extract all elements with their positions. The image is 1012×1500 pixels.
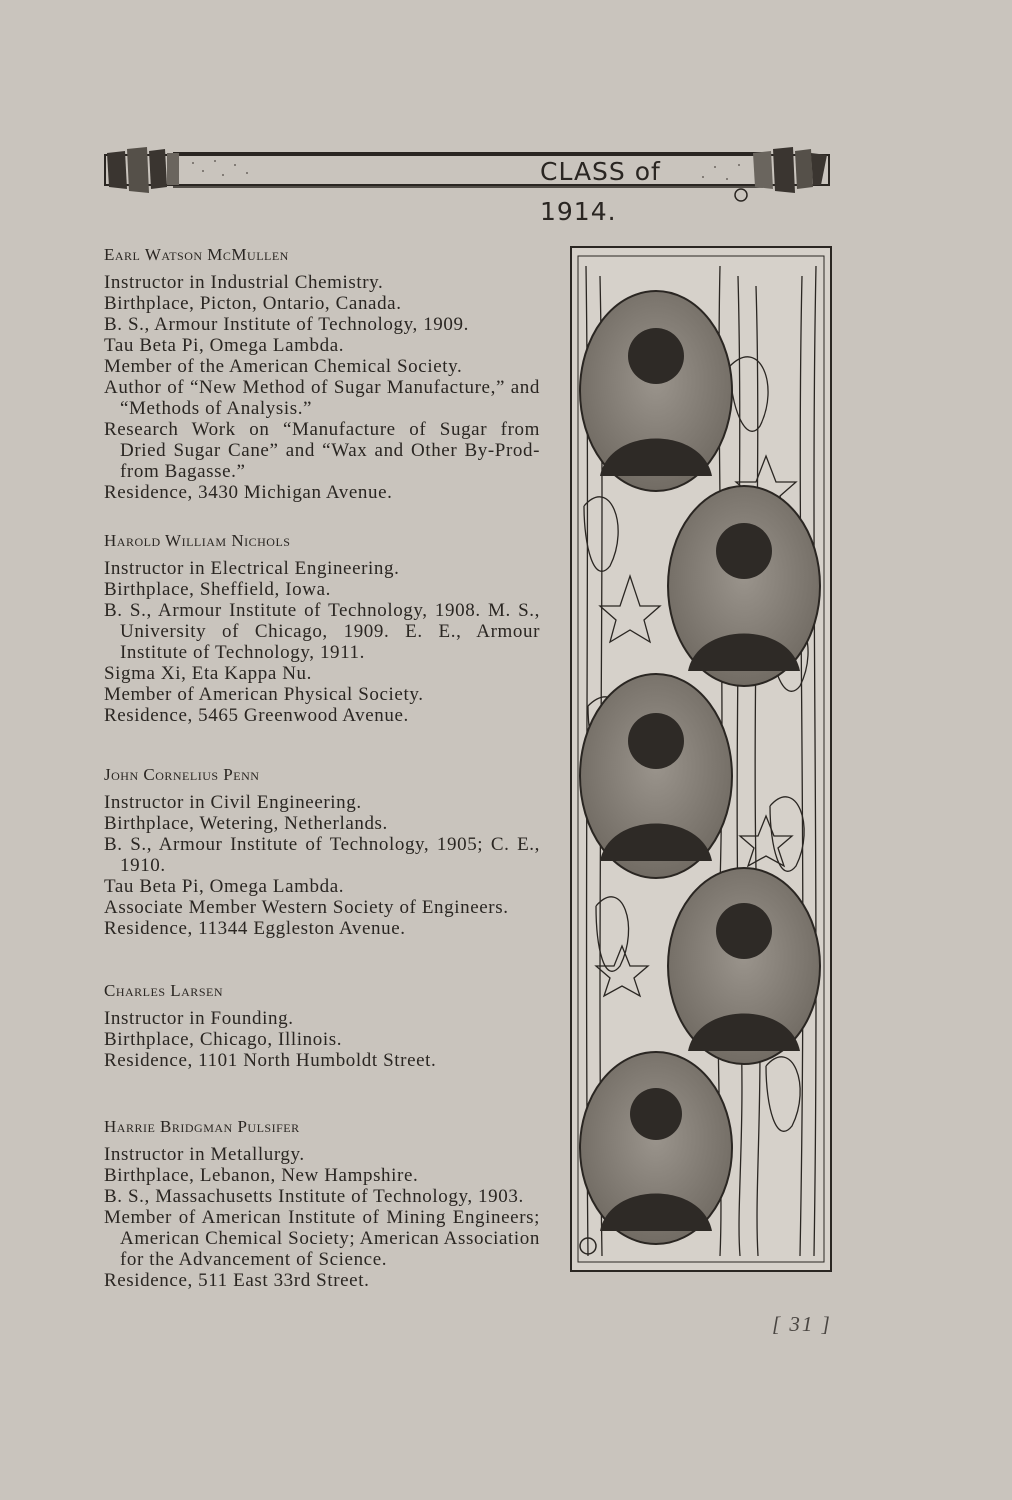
entry-line: B. S., Armour Institute of Technology, 1908. M. S., University of Chicago, 1909. E. E., Armour Institute of Technology, 1911.: [104, 600, 540, 663]
entry-name: Harold William Nichols: [104, 531, 291, 550]
entry-name: Charles Larsen: [104, 981, 223, 1000]
entry-line: Birthplace, Lebanon, New Hampshire.: [104, 1165, 419, 1186]
entry-name: Earl Watson McMullen: [104, 245, 289, 264]
entry-line: Birthplace, Sheffield, Iowa.: [104, 579, 331, 600]
entry-line: Sigma Xi, Eta Kappa Nu.: [104, 663, 312, 684]
entry-nichols: [104, 530, 540, 726]
page-number: [ 31 ]: [772, 1312, 832, 1336]
entry-line: Research Work on “Manufacture of Sugar from Dried Sugar Cane” and “Wax and Other By-Prod- from Bagasse.”: [104, 419, 540, 482]
entry-pulsifer: [104, 1116, 540, 1291]
entry-line: Associate Member Western Society of Engineers.: [104, 897, 509, 918]
entry-penn: [104, 764, 540, 939]
entry-line: Member of the American Chemical Society.: [104, 356, 463, 377]
entry-line: Instructor in Civil Engineering.: [104, 792, 362, 813]
entry-line: Tau Beta Pi, Omega Lambda.: [104, 335, 345, 356]
entry-line: Residence, 5465 Greenwood Avenue.: [104, 705, 409, 726]
entry-line: Birthplace, Chicago, Illinois.: [104, 1029, 343, 1050]
entry-line: Member of American Physical Society.: [104, 684, 424, 705]
entry-line: Residence, 3430 Michigan Avenue.: [104, 482, 393, 503]
entry-line: Tau Beta Pi, Omega Lambda.: [104, 876, 345, 897]
portrait-panel: [570, 246, 832, 1272]
entry-larsen: [104, 980, 540, 1071]
entry-line: B. S., Massachusetts Institute of Technology, 1903.: [104, 1186, 524, 1207]
entry-line: Residence, 1101 North Humboldt Street.: [104, 1050, 437, 1071]
entry-line: Instructor in Electrical Engineering.: [104, 558, 400, 579]
entry-line: Instructor in Industrial Chemistry.: [104, 272, 384, 293]
entry-line: Birthplace, Picton, Ontario, Canada.: [104, 293, 402, 314]
entry-line: Author of “New Method of Sugar Manufacture,” and “Methods of Analysis.”: [104, 377, 540, 419]
left-scroll-ornament: [107, 147, 179, 193]
entry-mcmullen: [104, 244, 540, 503]
entry-line: Birthplace, Wetering, Netherlands.: [104, 813, 388, 834]
entry-line: Instructor in Founding.: [104, 1008, 294, 1029]
entry-line: Residence, 11344 Eggleston Avenue.: [104, 918, 406, 939]
entry-name: John Cornelius Penn: [104, 765, 260, 784]
entry-line: Residence, 511 East 33rd Street.: [104, 1270, 370, 1291]
entry-line: Instructor in Metallurgy.: [104, 1144, 305, 1165]
entry-name: Harrie Bridgman Pulsifer: [104, 1117, 300, 1136]
entry-line: B. S., Armour Institute of Technology, 1909.: [104, 314, 469, 335]
right-scroll-ornament: [753, 147, 827, 193]
entry-line: Member of American Institute of Mining Engineers; American Chemical Society; American Association for the Advancement of Science.: [104, 1207, 540, 1270]
page-header-title: CLASS of 1914.: [540, 157, 661, 226]
entry-line: B. S., Armour Institute of Technology, 1905; C. E., 1910.: [104, 834, 540, 876]
